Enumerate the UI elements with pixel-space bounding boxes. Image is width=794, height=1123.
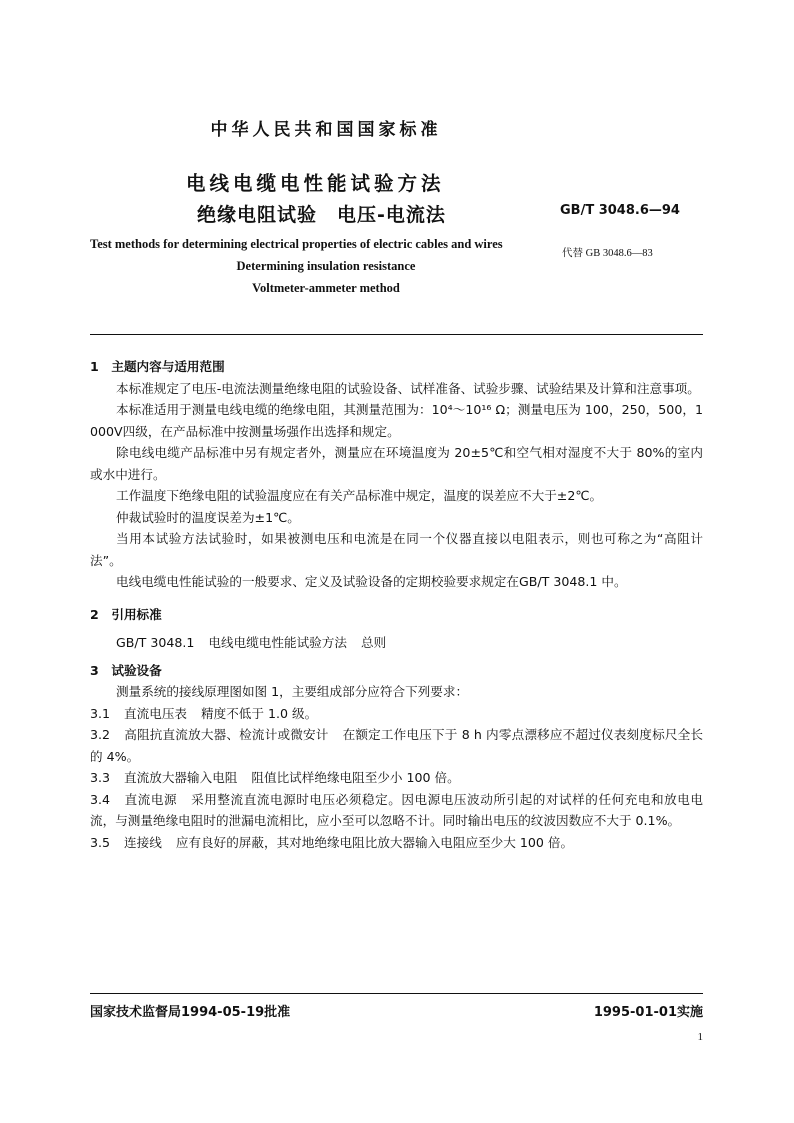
clause-text: 在额定工作电压下于 8 h 内零点漂移应不超过仪表刻度标尺全长的 4%。 <box>90 727 703 764</box>
clause-item <box>90 703 703 725</box>
clause-name: 直流放大器输入电阻 <box>124 770 238 785</box>
normative-reference <box>90 632 703 654</box>
clause-number: 3.1 <box>90 705 111 721</box>
clause-text: 应有良好的屏蔽，其对地绝缘电阻比放大器输入电阻应至少大 100 倍。 <box>175 834 574 850</box>
replaces-standard: 代替 GB 3048.6—83 <box>562 248 653 259</box>
section1-paragraph: 工作温度下绝缘电阻的试验温度应在有关产品标准中规定，温度的误差应不大于±2℃。 <box>116 488 603 503</box>
clause-number: 3.2 <box>90 727 111 742</box>
reference-part: 总则 <box>360 635 387 650</box>
document-title-line1: 电线电缆电性能试验方法 <box>186 172 445 195</box>
section1-paragraph: 除电线电缆产品标准中另有规定者外，测量应在环境温度为 20±5℃和空气相对湿度不大于 80%的室内或水中进行。 <box>90 445 703 482</box>
section3-intro: 测量系统的接线原理图如图 1，主要组成部分应符合下列要求： <box>116 684 469 699</box>
country-standard-heading: 中华人民共和国国家标准 <box>210 120 442 140</box>
clause-number: 3.3 <box>90 770 111 785</box>
section3-heading: 3 试验设备 <box>90 662 162 678</box>
section1-paragraph: 本标准适用于测量电线电缆的绝缘电阻，其测量范围为：10⁴～10¹⁶ Ω；测量电压为 100，250，500，1 000V四级，在产品标准中按测量场强作出选择和规定。 <box>90 402 703 439</box>
clause-text: 精度不低于 1.0 级。 <box>201 705 318 721</box>
clause-number: 3.5 <box>90 834 111 850</box>
clause-name: 直流电源 <box>124 791 178 807</box>
document-title-line2: 绝缘电阻试验 电压-电流法 <box>197 204 446 226</box>
section1-paragraph: 本标准规定了电压-电流法测量绝缘电阻的试验设备、试样准备、试验步骤、试验结果及计算和注意事项。 <box>116 380 700 396</box>
section1-paragraph: 当用本试验方法试验时，如果被测电压和电流是在同一个仪器直接以电阻表示，则也可称之为“高阻计法”。 <box>90 531 703 568</box>
clause-item <box>90 767 703 789</box>
section1-heading: 1 主题内容与适用范围 <box>90 359 225 374</box>
section1-paragraph: 仲裁试验时的温度误差为±1℃。 <box>116 509 300 525</box>
clause-item <box>90 724 703 767</box>
standard-number: GB/T 3048.6—94 <box>560 203 680 218</box>
english-title-line1: Test methods for determining electrical properties of electric cables and wires <box>90 237 503 251</box>
approval-date: 国家技术监督局1994-05-19批准 <box>90 1005 291 1020</box>
effective-date: 1995-01-01实施 <box>593 1005 703 1020</box>
document-body <box>90 356 703 853</box>
section2-heading: 2 引用标准 <box>90 606 162 622</box>
clause-item <box>90 789 703 832</box>
clause-text: 采用整流直流电源时电压必须稳定。因电源电压波动所引起的对试样的任何充电和放电电流，与测量绝缘电阻时的泄漏电流相比，应小至可以忽略不计。同时输出电压的纹波因数应不大于 0.1%。 <box>90 791 704 828</box>
footer-divider <box>90 993 703 994</box>
clause-number: 3.4 <box>90 791 111 807</box>
section1-paragraph: 电线电缆电性能试验的一般要求、定义及试验设备的定期校验要求规定在GB/T 3048.1 中。 <box>116 574 627 589</box>
clause-name: 直流电压表 <box>124 705 187 721</box>
clause-name: 高阻抗直流放大器、检流计或微安计 <box>124 727 329 742</box>
reference-title: 电线电缆电性能试验方法 <box>208 635 347 650</box>
clause-item <box>90 832 703 854</box>
page-number: 1 <box>697 1031 703 1043</box>
reference-code: GB/T 3048.1 <box>116 635 195 650</box>
clause-text: 阻值比试样绝缘电阻至少小 100 倍。 <box>251 770 460 785</box>
clause-name: 连接线 <box>124 834 162 850</box>
header-divider <box>90 334 703 335</box>
english-title-line2: Determining insulation resistance <box>236 259 416 273</box>
english-title-line3: Voltmeter-ammeter method <box>252 281 400 295</box>
